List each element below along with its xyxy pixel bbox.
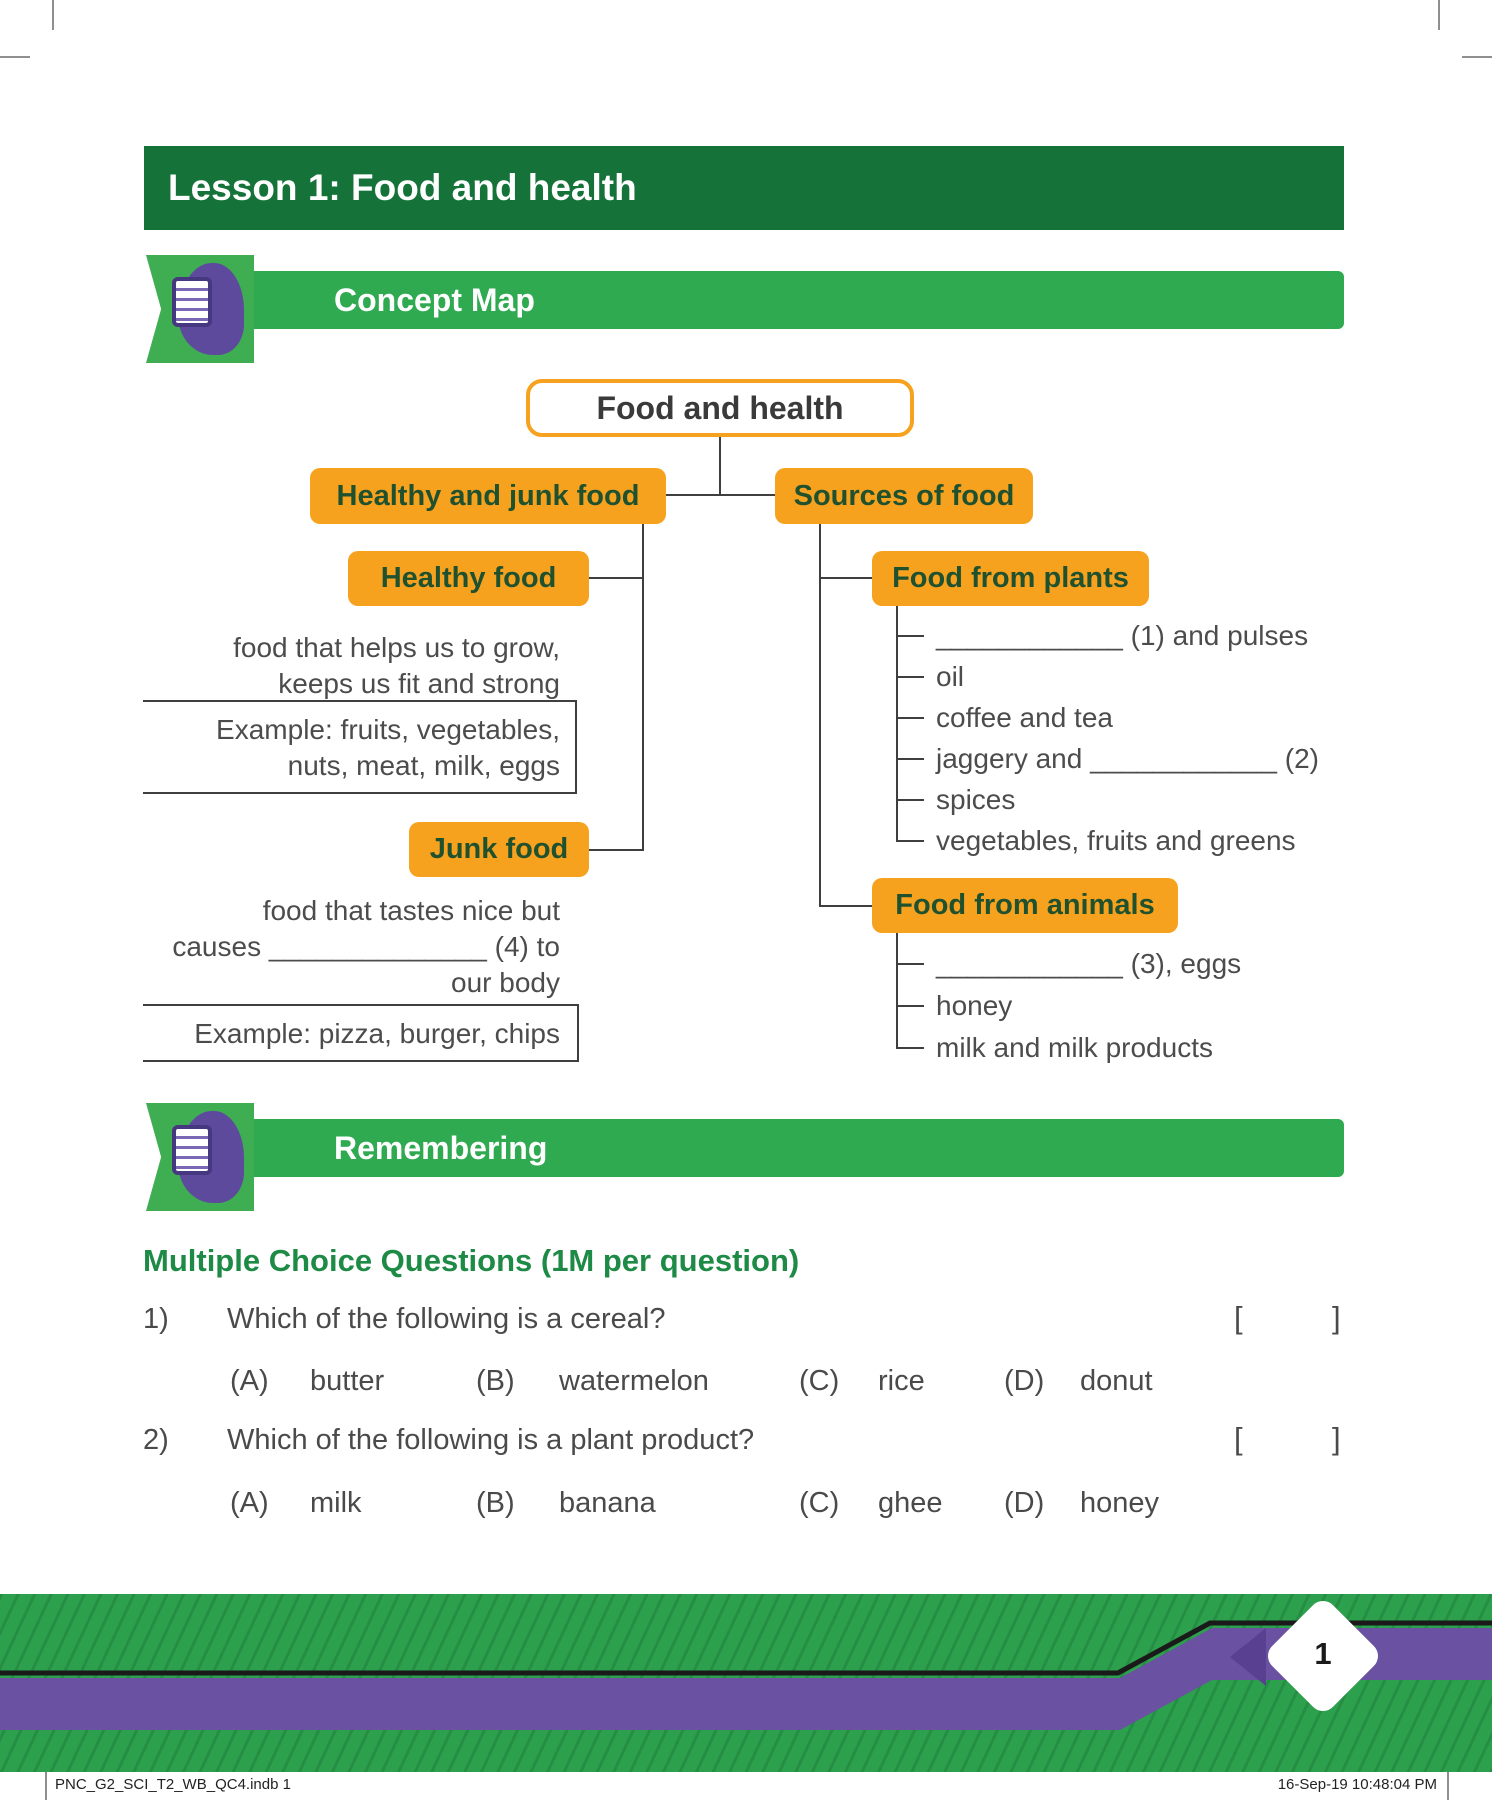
connector-line xyxy=(819,577,872,579)
imprint-filename: PNC_G2_SCI_T2_WB_QC4.indb 1 xyxy=(55,1776,291,1793)
concept-map-badge xyxy=(146,255,254,363)
list-item-text: vegetables, fruits and greens xyxy=(936,824,1296,856)
junk-desc-line: our body xyxy=(451,967,560,998)
concept-node-root: Food and health xyxy=(526,379,914,437)
healthy-food-example xyxy=(160,712,560,784)
concept-node-healthy-food: Healthy food xyxy=(348,551,589,606)
question-number: 1) xyxy=(143,1303,169,1335)
crop-mark xyxy=(0,56,30,58)
footer-stripe-graphic xyxy=(0,1594,1492,1772)
footer-band xyxy=(0,1594,1492,1772)
junk-food-example xyxy=(160,1016,560,1052)
option-label: (A) xyxy=(230,1487,269,1519)
tick-line xyxy=(896,840,924,842)
remembering-banner xyxy=(240,1119,1344,1177)
tick-line xyxy=(896,676,924,678)
tick-line xyxy=(896,1047,924,1049)
option-label: (D) xyxy=(1004,1487,1045,1519)
lesson-title: Lesson 1: Food and health xyxy=(168,167,637,208)
list-item-text: coffee and tea xyxy=(936,701,1113,733)
connector-line xyxy=(642,524,644,851)
divider-line xyxy=(143,1060,579,1062)
notepad-icon xyxy=(172,277,212,327)
option-label: (C) xyxy=(799,1365,840,1397)
list-item-text: honey xyxy=(936,990,1013,1021)
list-item xyxy=(896,697,1319,738)
option-text: banana xyxy=(559,1487,656,1519)
connector-line xyxy=(819,524,821,906)
list-item xyxy=(896,615,1319,656)
healthy-desc-line: food that helps us to grow, xyxy=(233,632,560,663)
concept-map-banner xyxy=(240,271,1344,329)
list-item xyxy=(896,779,1319,820)
mcq-heading: Multiple Choice Questions (1M per question) xyxy=(143,1243,800,1278)
question-text: Which of the following is a plant product? xyxy=(227,1424,755,1456)
list-item xyxy=(896,656,1319,697)
option-text: rice xyxy=(878,1365,925,1397)
connector-line xyxy=(589,577,642,579)
concept-node-healthy-junk: Healthy and junk food xyxy=(310,468,666,524)
crop-mark xyxy=(52,0,54,30)
list-item-text: ____________ (3), eggs xyxy=(936,948,1242,979)
list-item xyxy=(896,738,1319,779)
list-item-text: ____________ (1) and pulses xyxy=(936,619,1309,651)
answer-bracket-open: [ xyxy=(1234,1300,1243,1335)
purple-stripe xyxy=(0,1628,1492,1730)
crop-mark xyxy=(1438,0,1440,30)
junk-desc-line: causes ______________ (4) to xyxy=(172,931,560,962)
question-number: 2) xyxy=(143,1424,169,1456)
option-text: donut xyxy=(1080,1365,1153,1397)
option-label: (D) xyxy=(1004,1365,1045,1397)
list-item xyxy=(896,985,1241,1027)
option-text: ghee xyxy=(878,1487,943,1519)
bracket-line xyxy=(575,700,577,794)
option-text: butter xyxy=(310,1365,385,1397)
connector-line xyxy=(666,494,775,496)
list-item-text: jaggery and ____________ (2) xyxy=(936,742,1319,774)
plants-list xyxy=(896,615,1319,861)
answer-bracket-close: ] xyxy=(1332,1300,1341,1335)
option-text: milk xyxy=(310,1487,362,1519)
animals-list xyxy=(896,943,1241,1069)
list-item xyxy=(896,820,1319,861)
option-text: honey xyxy=(1080,1487,1160,1519)
tick-line xyxy=(896,963,924,965)
healthy-example-line: nuts, meat, milk, eggs xyxy=(287,750,560,781)
tick-line xyxy=(896,635,924,637)
concept-node-junk-food: Junk food xyxy=(409,822,589,877)
option-label: (B) xyxy=(476,1365,515,1397)
list-item-text: milk and milk products xyxy=(936,1032,1213,1063)
junk-desc-line: food that tastes nice but xyxy=(262,895,560,926)
crop-mark xyxy=(1462,56,1492,58)
healthy-food-description xyxy=(160,630,560,702)
imprint-timestamp: 16-Sep-19 10:48:04 PM xyxy=(1277,1776,1437,1793)
lesson-header-bar xyxy=(144,146,1344,230)
list-item xyxy=(896,1027,1241,1069)
bracket-line xyxy=(577,1004,579,1062)
junk-example-line: Example: pizza, burger, chips xyxy=(194,1018,560,1049)
option-text: watermelon xyxy=(559,1365,709,1397)
divider-line xyxy=(143,1004,579,1006)
divider-line xyxy=(143,700,577,702)
checklist-icon xyxy=(172,1125,212,1175)
question-text: Which of the following is a cereal? xyxy=(227,1303,666,1335)
junk-food-description xyxy=(160,893,560,1001)
connector-line xyxy=(589,849,642,851)
concept-map-banner-label: Concept Map xyxy=(334,281,535,318)
tick-line xyxy=(896,758,924,760)
list-item-text: oil xyxy=(936,660,965,692)
connector-line xyxy=(819,905,872,907)
tick-line xyxy=(896,717,924,719)
option-label: (C) xyxy=(799,1487,840,1519)
tick-line xyxy=(896,1005,924,1007)
remembering-banner-label: Remembering xyxy=(334,1129,548,1166)
divider-line xyxy=(143,792,577,794)
remembering-badge xyxy=(146,1103,254,1211)
connector-line xyxy=(719,437,721,495)
concept-node-food-from-plants: Food from plants xyxy=(872,551,1149,606)
concept-node-sources: Sources of food xyxy=(775,468,1033,524)
concept-node-food-from-animals: Food from animals xyxy=(872,878,1178,933)
healthy-desc-line: keeps us fit and strong xyxy=(278,668,560,699)
page-number: 1 xyxy=(1314,1636,1332,1671)
list-item xyxy=(896,943,1241,985)
option-label: (A) xyxy=(230,1365,269,1397)
list-item-text: spices xyxy=(936,783,1016,815)
healthy-example-line: Example: fruits, vegetables, xyxy=(216,714,560,745)
option-label: (B) xyxy=(476,1487,515,1519)
answer-bracket-close: ] xyxy=(1332,1421,1341,1456)
answer-bracket-open: [ xyxy=(1234,1421,1243,1456)
tick-line xyxy=(896,799,924,801)
